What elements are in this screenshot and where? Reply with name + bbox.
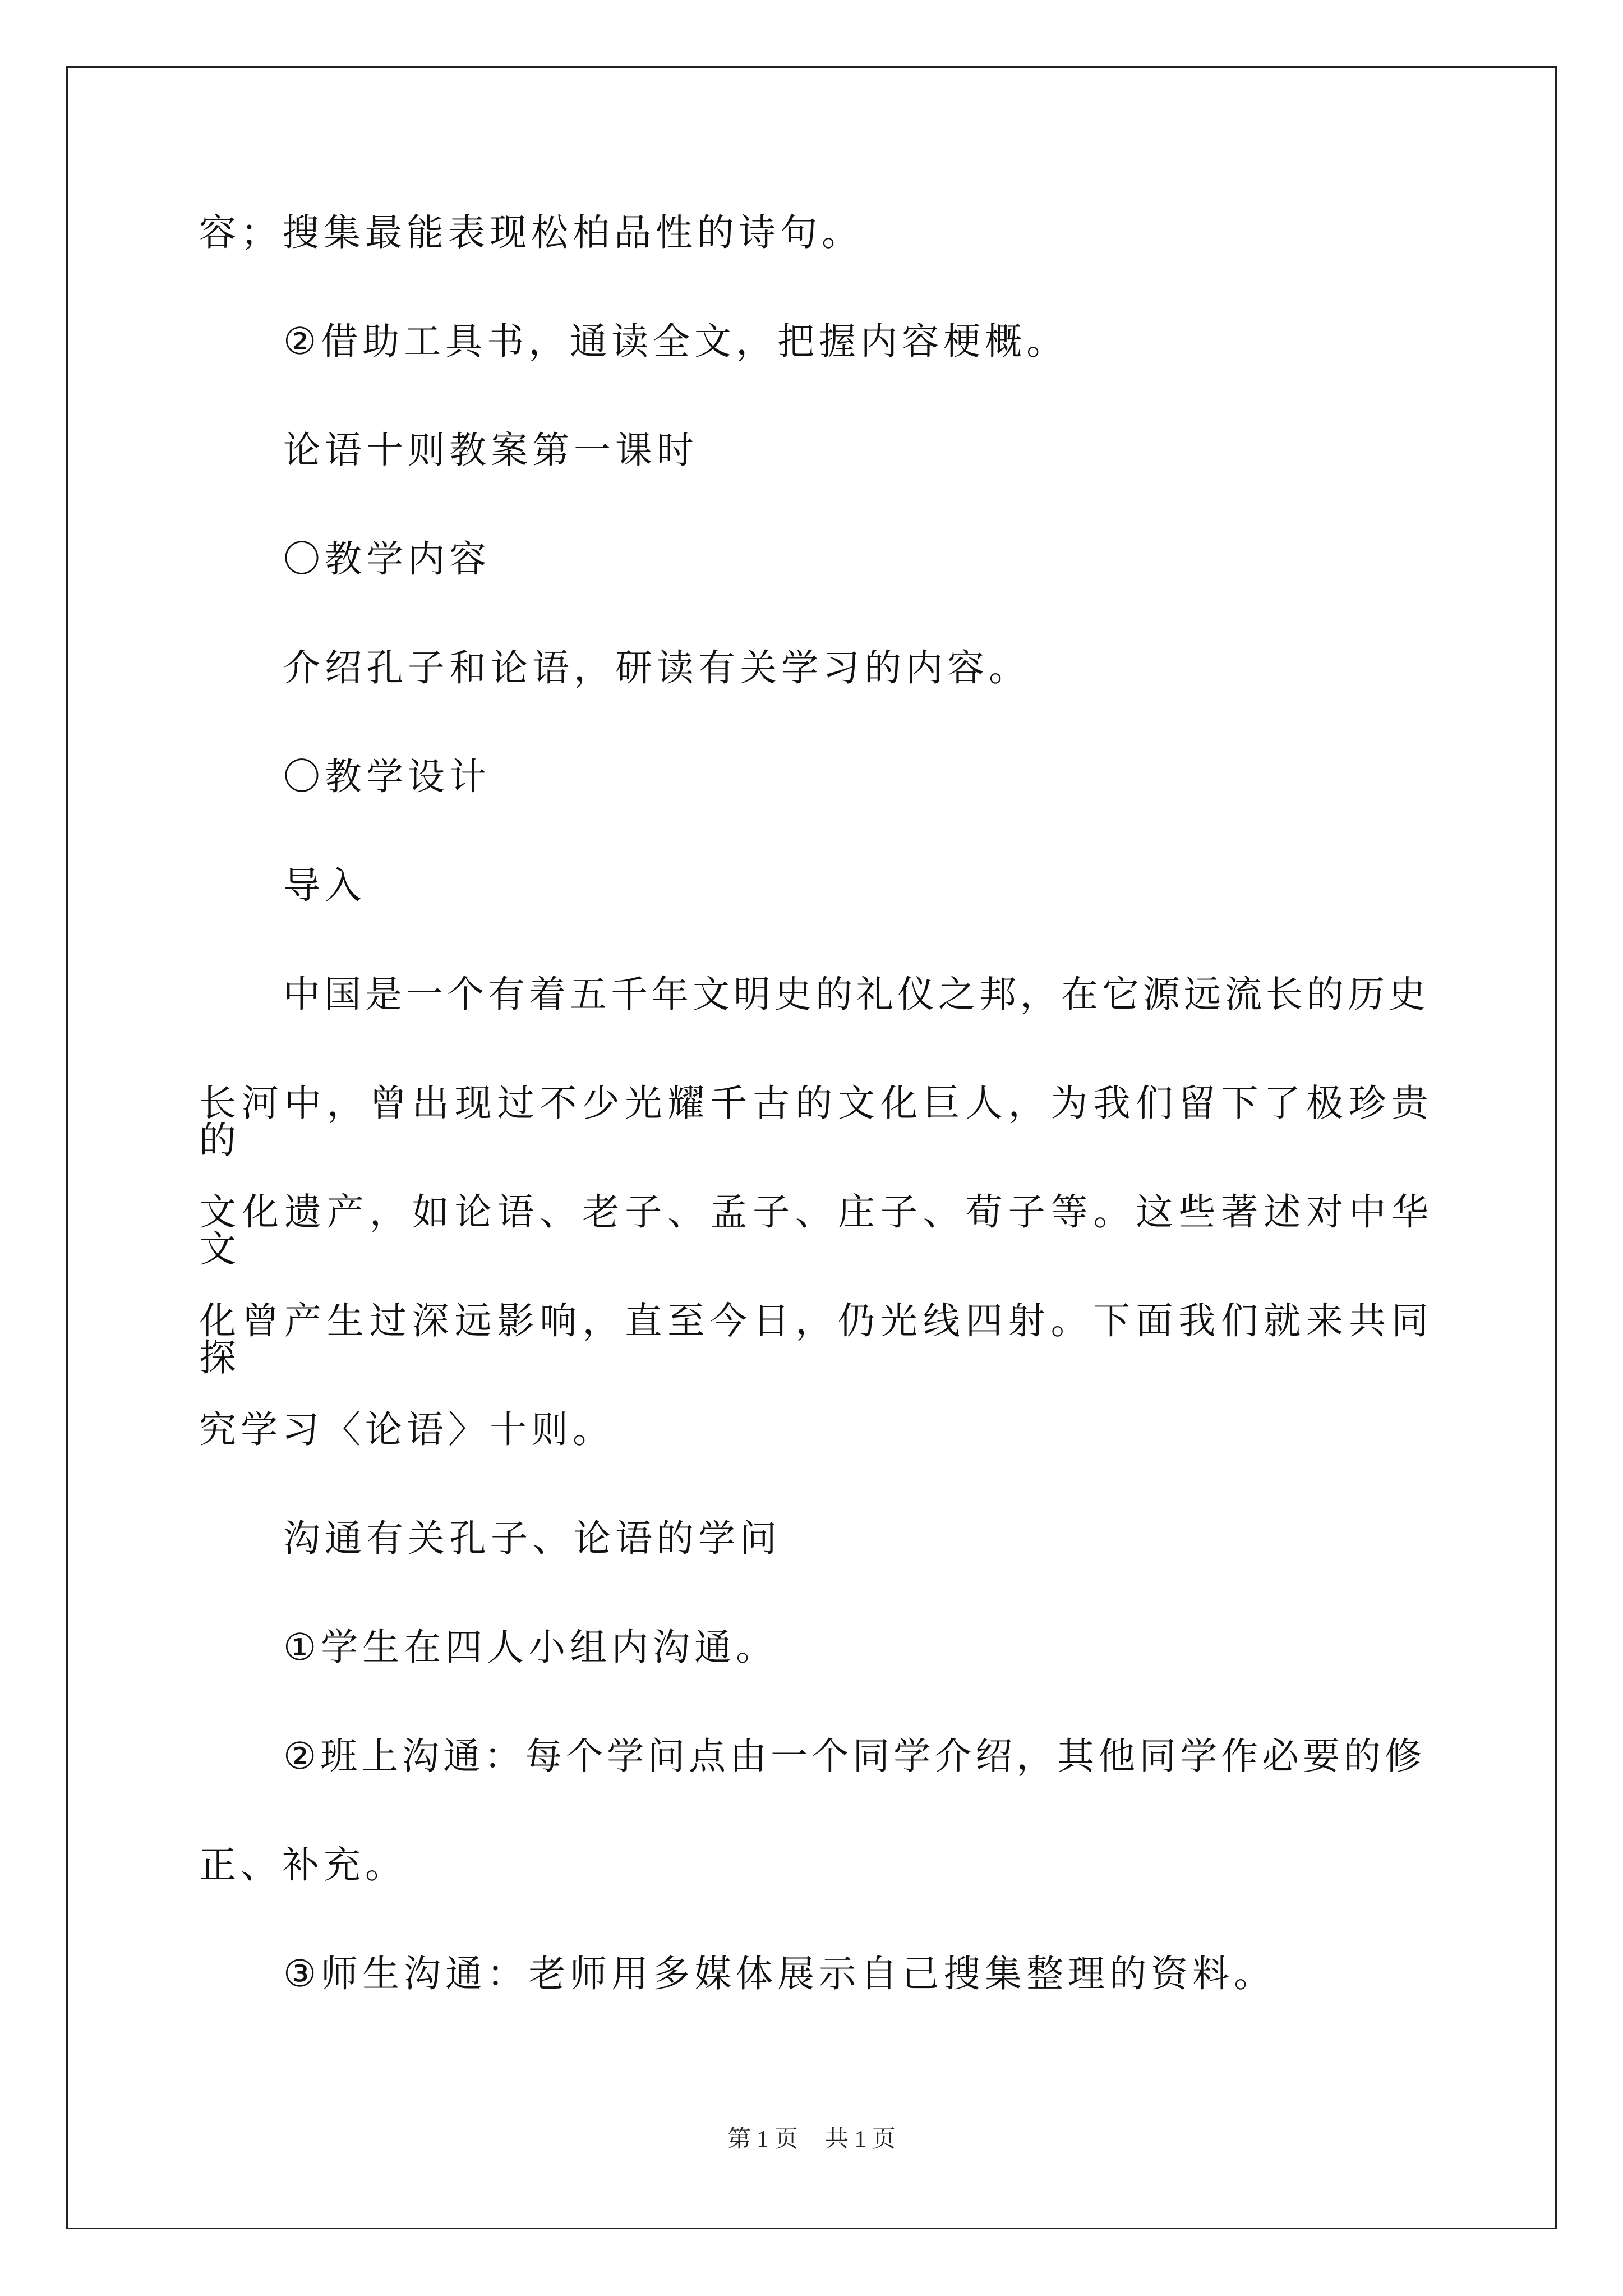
text-line-17: ③师生沟通：老师用多媒体展示自己搜集整理的资料。 <box>283 1952 1276 1995</box>
text-line-11: 化曾产生过深远影响，直至今日，仍光线四射。下面我们就来共同探 <box>199 1299 1433 1379</box>
page-number: 第 1 页 <box>727 2127 798 2152</box>
section-heading: 论语十则教案第一课时 <box>283 429 698 472</box>
text-line-15: ②班上沟通：每个学问点由一个同学介绍，其他同学作必要的修 <box>283 1734 1426 1778</box>
subheading-teaching-content: 〇教学内容 <box>283 537 491 581</box>
text-line-10: 文化遗产，如论语、老子、孟子、庄子、荀子等。这些著述对中华文 <box>199 1190 1433 1271</box>
subheading-teaching-design: 〇教学设计 <box>283 755 491 798</box>
text-line-8: 中国是一个有着五千年文明史的礼仪之邦，在它源远流长的历史 <box>283 973 1430 1016</box>
text-line-13: 沟通有关孔子、论语的学问 <box>283 1517 781 1560</box>
text-line-2: ②借助工具书，通读全文，把握内容梗概。 <box>283 320 1068 363</box>
text-line-14: ①学生在四人小组内沟通。 <box>283 1626 778 1669</box>
text-line-16: 正、补充。 <box>199 1843 407 1887</box>
total-pages: 共 1 页 <box>825 2127 896 2152</box>
text-line-5: 介绍孔子和论语，研读有关学习的内容。 <box>283 646 1030 689</box>
text-line-1: 容；搜集最能表现松柏品性的诗句。 <box>199 211 863 254</box>
page-footer <box>0 2120 1623 2154</box>
text-line-12: 究学习〈论语〉十则。 <box>199 1408 614 1451</box>
text-line-9: 长河中，曾出现过不少光耀千古的文化巨人，为我们留下了极珍贵的 <box>199 1082 1433 1162</box>
subheading-introduction: 导入 <box>283 864 366 907</box>
